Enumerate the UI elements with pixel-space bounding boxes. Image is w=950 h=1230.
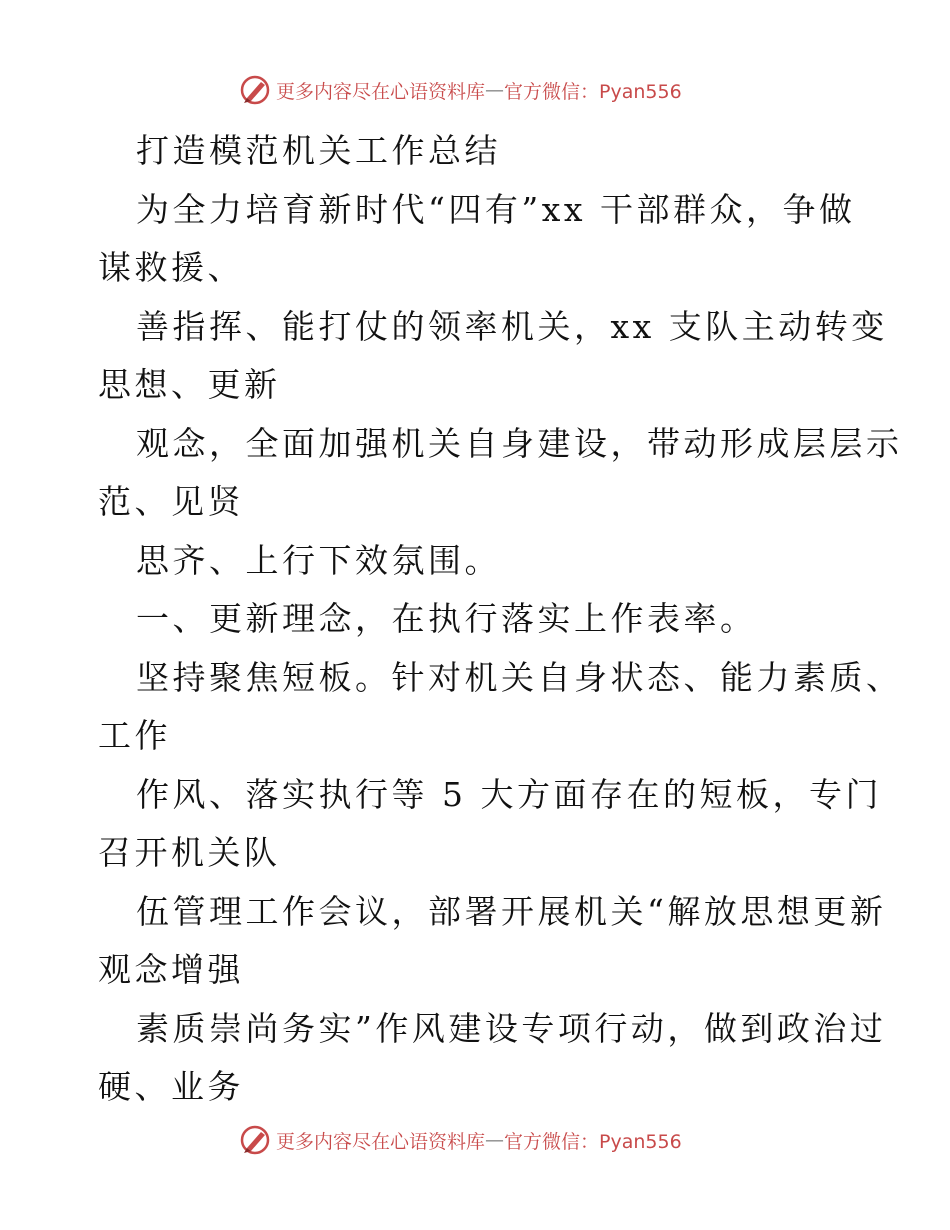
text-line: 作风、落实执行等 5 大方面存在的短板，专门 [136, 774, 882, 814]
watermark-wechat: 官方微信：Pyan556 [504, 1130, 682, 1153]
pen-logo-icon [238, 73, 272, 107]
watermark-footer [238, 1122, 682, 1158]
watermark-text: 更多内容尽在心语资料库 [276, 1130, 486, 1153]
pen-logo-icon [238, 1123, 272, 1157]
text-line: 思齐、上行下效氛围。 [136, 540, 501, 580]
document-title: 打造模范机关工作总结 [136, 131, 501, 170]
watermark-text: 更多内容尽在心语资料库 [276, 80, 486, 103]
text-line: 工作 [98, 716, 171, 755]
text-line: 坚持聚焦短板。针对机关自身状态、能力素质、 [136, 657, 903, 697]
text-line: 谋救援、 [98, 248, 244, 287]
watermark-separator: — [485, 79, 505, 101]
text-line: 思想、更新 [98, 365, 281, 404]
text-line: 召开机关队 [98, 833, 281, 872]
text-line: 硬、业务 [98, 1067, 244, 1106]
text-line: 素质崇尚务实”作风建设专项行动，做到政治过 [136, 1008, 887, 1048]
watermark-header [238, 72, 682, 108]
section-heading: 一、更新理念，在执行落实上作表率。 [136, 599, 757, 638]
watermark-wechat: 官方微信：Pyan556 [504, 80, 682, 103]
watermark-separator: — [485, 1129, 505, 1151]
text-line: 范、见贤 [98, 482, 244, 521]
text-line: 为全力培育新时代“四有”xx 干部群众，争做 [136, 189, 856, 229]
text-line: 观念增强 [98, 950, 244, 989]
text-line: 善指挥、能打仗的领率机关，xx 支队主动转变 [136, 306, 888, 346]
text-line: 伍管理工作会议，部署开展机关“解放思想更新 [136, 891, 887, 931]
document-body [98, 122, 903, 1117]
text-line: 观念，全面加强机关自身建设，带动形成层层示 [136, 423, 903, 463]
